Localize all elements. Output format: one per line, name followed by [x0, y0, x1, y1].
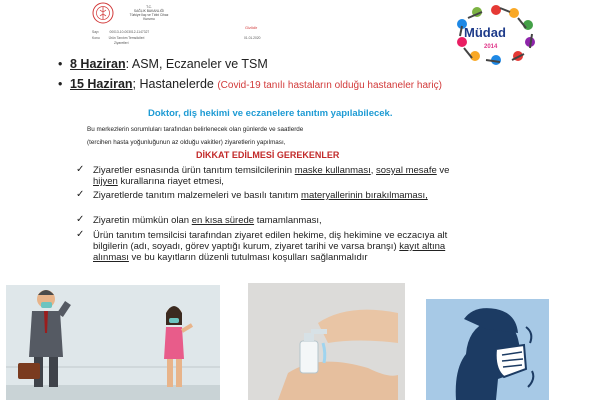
blue-subtitle: Doktor, diş hekimi ve eczanelere tanıtım yapılabilecek.	[148, 108, 393, 119]
bullet-date: 15 Haziran	[70, 77, 133, 91]
bullet-text: ASM, Eczaneler ve TSM	[129, 57, 268, 71]
header-konu	[92, 36, 144, 40]
check-item-3	[76, 214, 453, 226]
header-line2: SAĞLIK BAKANLIĞI	[133, 9, 165, 13]
header-sayi	[92, 30, 149, 34]
check-icon: ✓	[76, 164, 85, 175]
masked-people-icon	[6, 285, 220, 400]
header-line3: Türkiye İlaç ve Tıbbi Cihaz Kurumu	[129, 13, 169, 21]
item-text: Ziyaretin mümkün olan	[93, 215, 192, 226]
hand-sanitizer-icon	[248, 283, 405, 400]
item-text: Ürün tanıtım temsilcisi tarafından ziyaret edilen hekime, diş hekimine ve eczacıya alt bilgilerin (adı, soyadı, görev yaptığı kurum, ziyaret tarihi ve varsa branşı)	[93, 230, 448, 252]
item-underline: kayıt altına alınması	[93, 241, 446, 263]
item-text: ve bu kayıtların düzenli tutulması koşulları sağlanmalıdır	[128, 252, 368, 263]
bullet-june-15	[58, 77, 490, 93]
check-icon: ✓	[76, 214, 85, 225]
mask-profile-illustration	[426, 299, 549, 400]
item-text: Ziyaretlerde tanıtım malzemeleri ve basılı tanıtım	[93, 190, 302, 201]
konu-value: Ürün Tanıtım Temsilcileri	[108, 36, 145, 40]
bullet-june-8	[58, 57, 490, 72]
hand-sanitizer-illustration	[248, 283, 405, 400]
logo-year: 2014	[484, 44, 498, 50]
item-underline: en kısa sürede	[191, 215, 255, 226]
ministry-seal-icon	[92, 2, 114, 24]
check-icon: ✓	[76, 229, 85, 240]
bullet-date: 8 Haziran	[70, 57, 126, 71]
header-org	[124, 5, 174, 21]
item-underline: maske kullanması	[294, 165, 371, 176]
item-text: ,	[370, 165, 377, 176]
header-konu-2: Ziyaretleri	[114, 41, 129, 45]
item-text: ve	[436, 165, 450, 176]
item-underline: hijyen	[93, 176, 118, 187]
check-item-4	[76, 229, 453, 263]
bullet-dot-icon: •	[58, 57, 63, 71]
bullet-text: Hastanelerde	[136, 77, 218, 91]
bullet-note: (Covid-19 tanılı hastaların olduğu hastaneler hariç)	[217, 80, 442, 91]
check-item-2	[76, 189, 453, 201]
item-underline: materyallerinin bırakılmaması,	[301, 190, 428, 201]
konu-label: Konu	[92, 36, 100, 40]
header-gizlilik: Gizlidir	[245, 25, 258, 30]
header-date: 01.01.2020	[244, 36, 261, 40]
masked-people-illustration	[6, 285, 220, 400]
item-text: Ziyaretler esnasında ürün tanıtım temsilcilerinin	[93, 165, 295, 176]
item-text: kurallarına riayet etmesi,	[117, 176, 224, 187]
sayi-label: Sayı	[92, 30, 99, 34]
face-mask-icon	[426, 299, 549, 400]
small-line-1: Bu merkezlerin sorumluları tarafından belirlenecek olan günlerde ve saatlerde	[87, 126, 304, 133]
item-text: tamamlanması,	[254, 215, 322, 226]
bullet-sep: :	[125, 57, 130, 71]
sayi-value: 00013-10-003012-1147327	[109, 30, 150, 34]
bullet-dot-icon: •	[58, 77, 63, 91]
item-underline: sosyal mesafe	[376, 165, 437, 176]
check-icon: ✓	[76, 189, 85, 200]
dikkat-heading: DİKKAT EDİLMESİ GEREKENLER	[196, 150, 340, 160]
logo-text: Müdad	[464, 25, 506, 40]
small-line-2: (tercihen hasta yoğunluğunun az olduğu vakitler) ziyaretlerin yapılması,	[87, 139, 286, 146]
header-line1: T.C.	[146, 5, 152, 9]
check-item-1	[76, 164, 453, 187]
bullet-sep: ;	[132, 77, 137, 91]
